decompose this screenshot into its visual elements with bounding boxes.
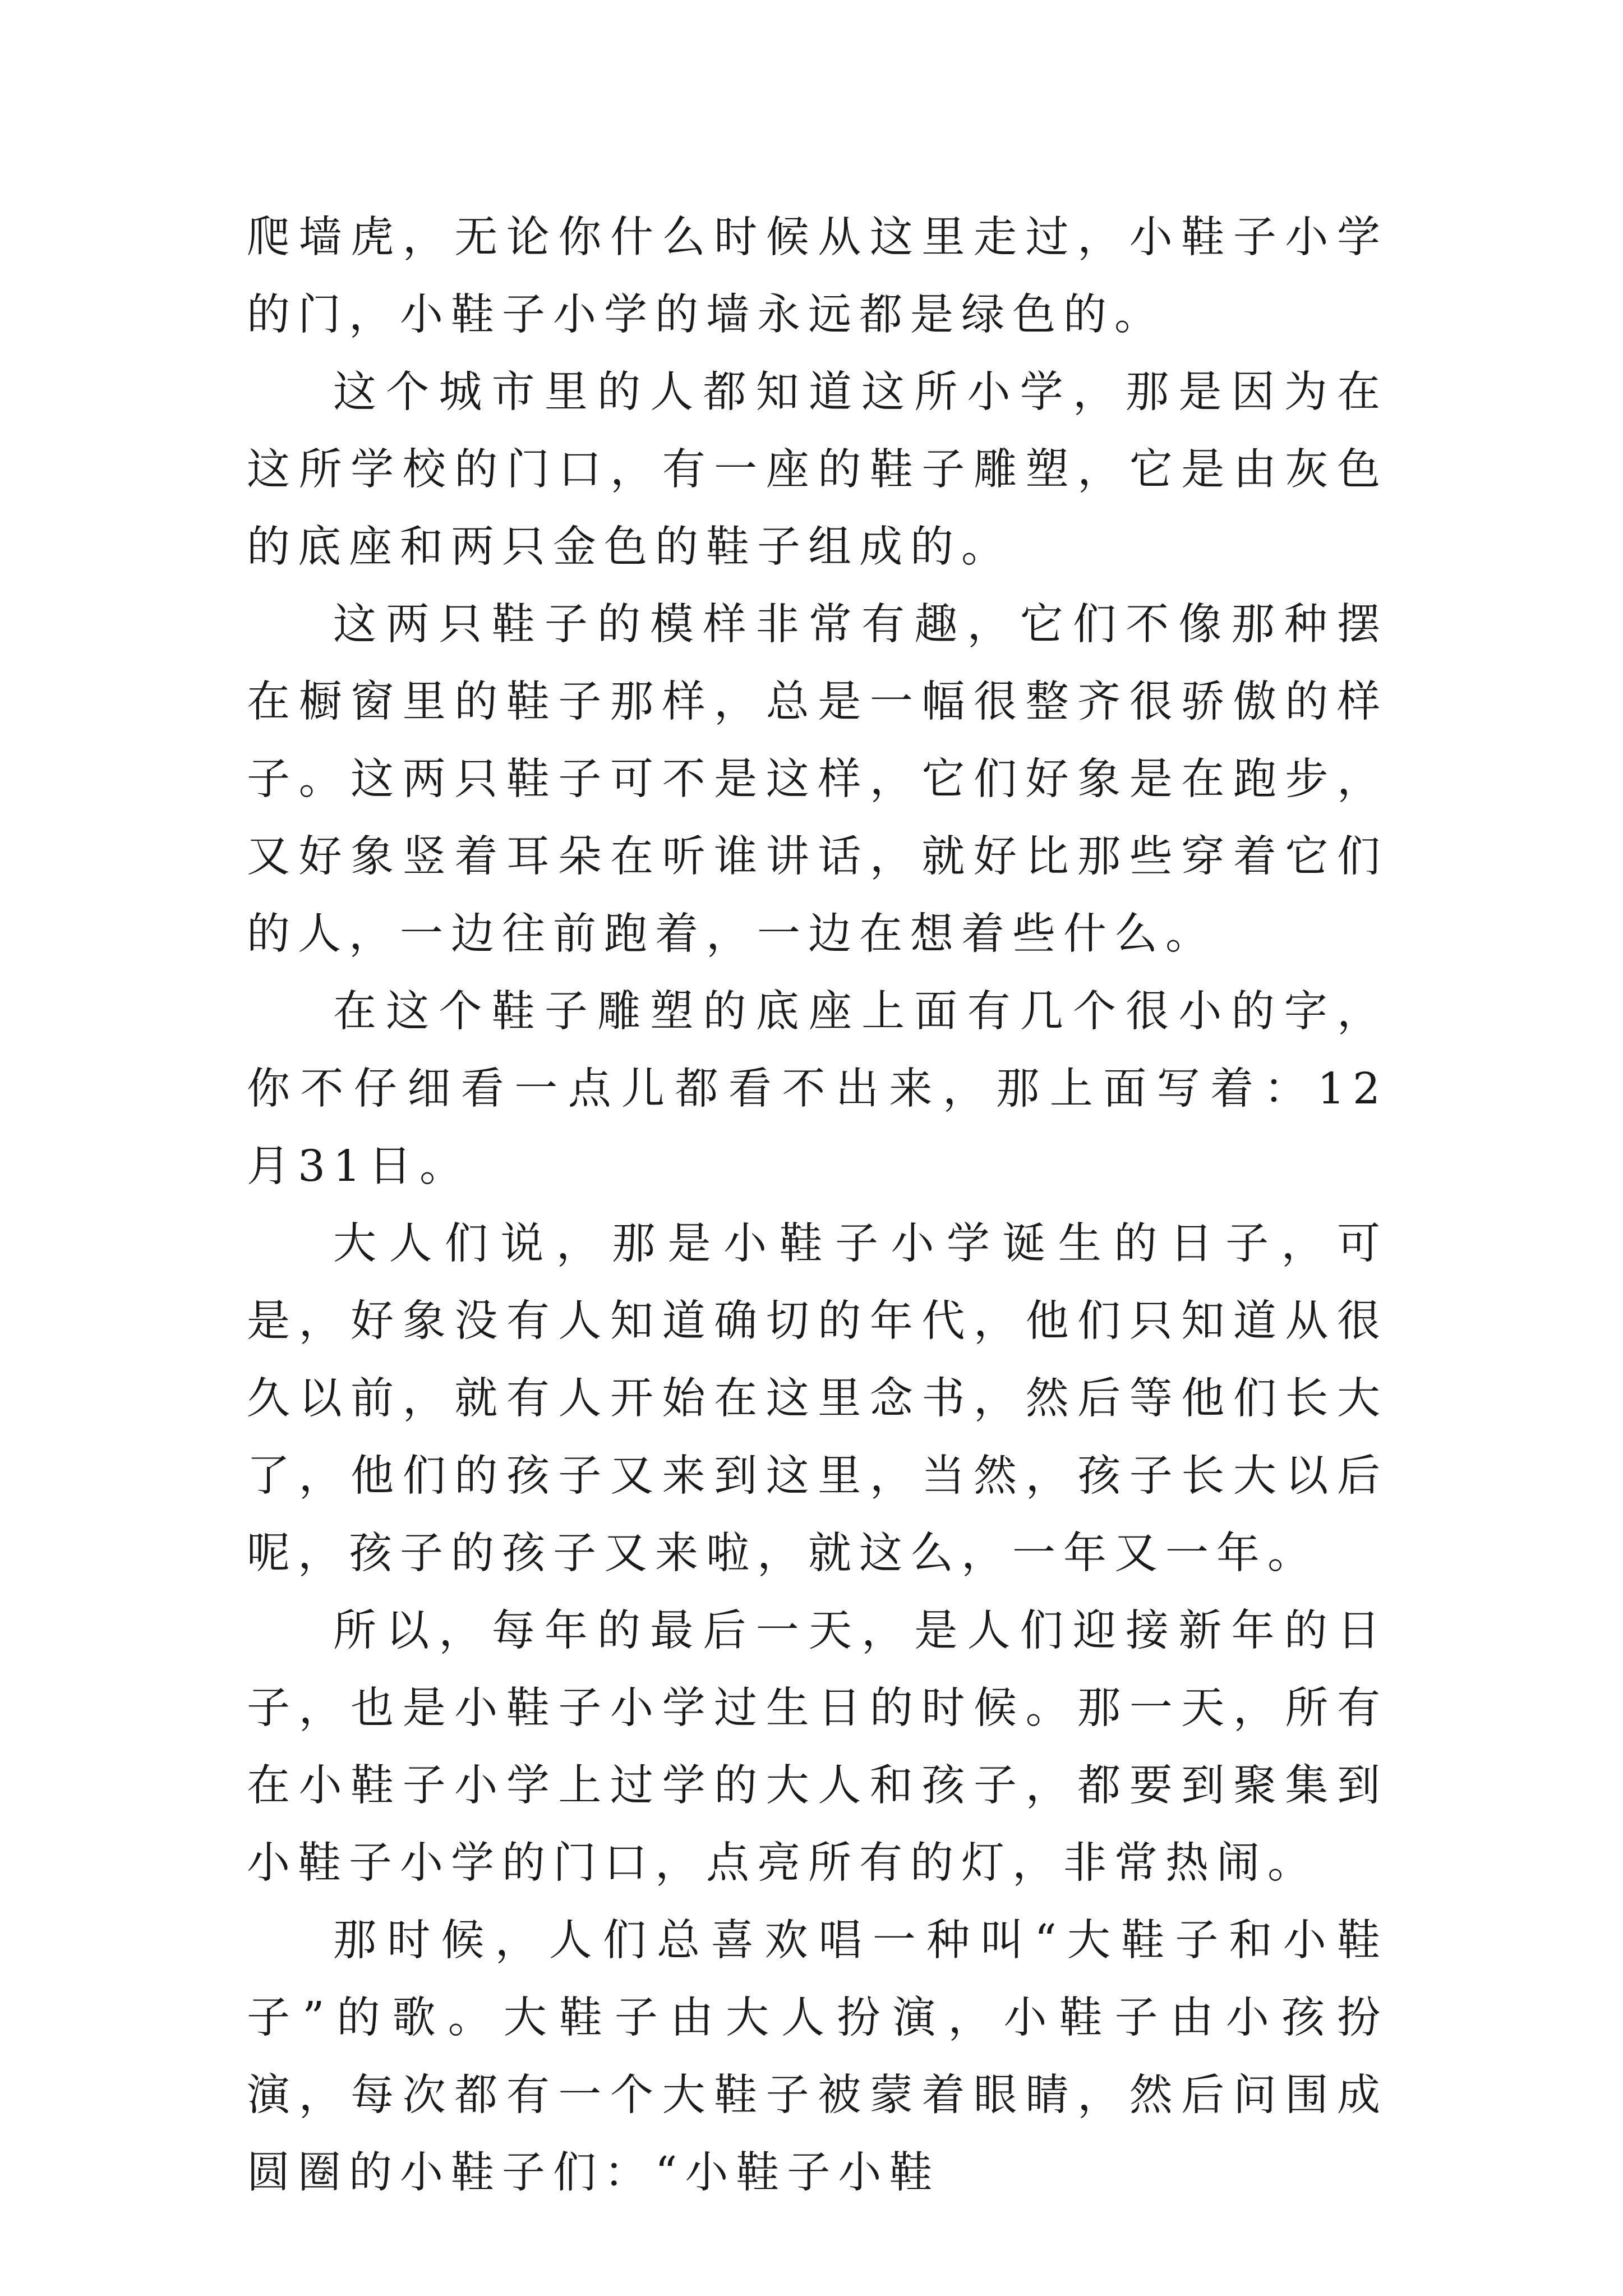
paragraph: 那时候，人们总喜欢唱一种叫“大鞋子和小鞋子”的歌。大鞋子由大人扮演，小鞋子由小孩扮演，每次都有一个大鞋子被蒙着眼睛，然后问围成圆圈的小鞋子们：“小鞋子小鞋 [247, 1916, 1388, 2198]
paragraph: 这个城市里的人都知道这所小学，那是因为在这所学校的门口，有一座的鞋子雕塑，它是由灰色的底座和两只金色的鞋子组成的。 [247, 367, 1388, 572]
paragraph: 这两只鞋子的模样非常有趣，它们不像那种摆在橱窗里的鞋子那样，总是一幅很整齐很骄傲的样子。这两只鞋子可不是这样，它们好象是在跑步，又好象竖着耳朵在听谁讲话，就好比那些穿着它们的人，一边往前跑着，一边在想着些什么。 [247, 600, 1388, 959]
paragraph: 爬墙虎，无论你什么时候从这里走过，小鞋子小学的门，小鞋子小学的墙永远都是绿色的。 [247, 213, 1388, 340]
document-body [247, 199, 1388, 2212]
paragraph: 大人们说，那是小鞋子小学诞生的日子，可是，好象没有人知道确切的年代，他们只知道从很久以前，就有人开始在这里念书，然后等他们长大了，他们的孩子又来到这里，当然，孩子长大以后呢，孩子的孩子又来啦，就这么，一年又一年。 [247, 1219, 1388, 1579]
paragraph: 所以，每年的最后一天，是人们迎接新年的日子，也是小鞋子小学过生日的时候。那一天，所有在小鞋子小学上过学的大人和孩子，都要到聚集到小鞋子小学的门口，点亮所有的灯，非常热闹。 [247, 1606, 1388, 1888]
paragraph: 在这个鞋子雕塑的底座上面有几个很小的字，你不仔细看一点儿都看不出来，那上面写着：12月31日。 [247, 987, 1388, 1191]
